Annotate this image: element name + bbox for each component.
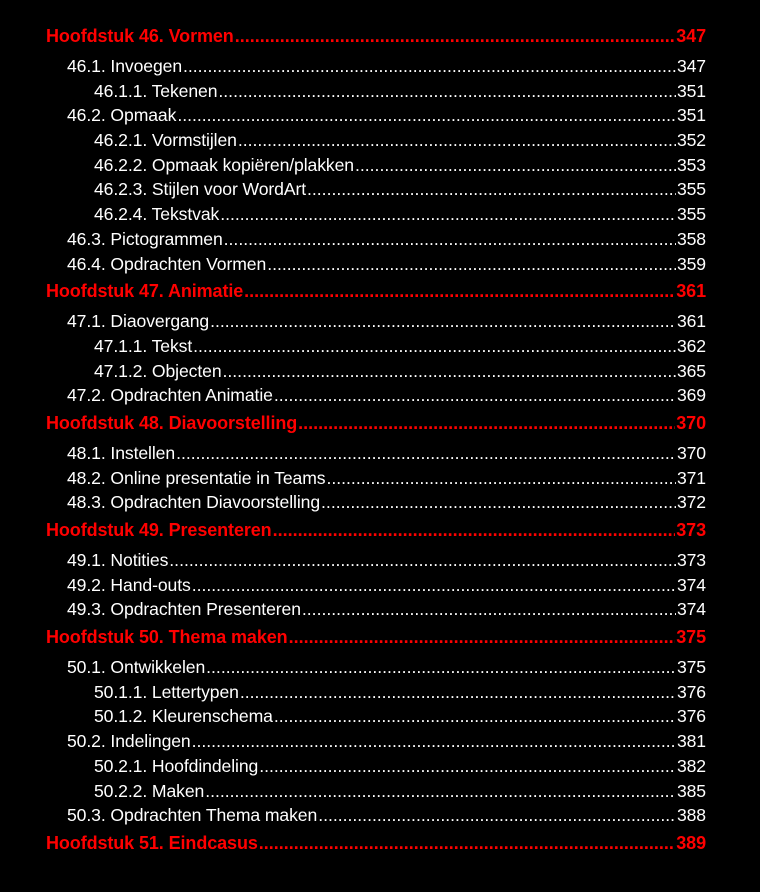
dot-leader (224, 229, 676, 250)
dot-leader (298, 413, 675, 434)
toc-page-number: 371 (676, 467, 706, 488)
dot-leader (193, 336, 676, 357)
toc-entry-label: 46.1. Invoegen (67, 56, 183, 76)
toc-chapter-entry[interactable] (46, 520, 706, 550)
toc-entry-label: 49.2. Hand-outs (67, 574, 191, 595)
toc-section-entry[interactable] (46, 56, 706, 81)
dot-leader (169, 550, 676, 571)
toc-entry-label: 48.2. Online presentatie in Teams (67, 467, 326, 488)
dot-leader (326, 468, 675, 489)
toc-entry-label: Hoofdstuk 49. Presenteren (46, 520, 272, 540)
toc-page-number: 347 (676, 56, 706, 76)
dot-leader (321, 492, 676, 513)
toc-entry-label: 48.1. Instellen (67, 442, 176, 463)
toc-section-entry[interactable] (46, 254, 706, 279)
dot-leader (205, 781, 676, 802)
toc-entry-label: 47.1.1. Tekst (94, 335, 193, 356)
dot-leader (177, 105, 676, 126)
dot-leader (273, 520, 676, 541)
toc-section-entry[interactable] (46, 550, 706, 575)
toc-entry-label: 50.3. Opdrachten Thema maken (67, 805, 318, 826)
toc-section-entry[interactable] (46, 311, 706, 336)
toc-page-number: 374 (676, 574, 706, 595)
toc-section-entry[interactable] (46, 657, 706, 682)
toc-section-entry[interactable] (46, 81, 706, 106)
toc-entry-label: 50.2.2. Maken (94, 780, 205, 801)
toc-page-number: 373 (676, 550, 706, 570)
toc-page-number: 353 (676, 154, 706, 175)
toc-page-number: 372 (676, 492, 706, 513)
toc-page-number: 361 (676, 311, 706, 332)
toc-section-entry[interactable] (46, 179, 706, 204)
dot-leader (289, 627, 676, 648)
dot-leader (235, 26, 676, 47)
dot-leader (192, 575, 676, 596)
toc-page-number: 352 (676, 130, 706, 151)
dot-leader (307, 179, 676, 200)
toc-page-number: 361 (676, 281, 706, 302)
toc-section-entry[interactable] (46, 336, 706, 361)
toc-page-number: 382 (676, 755, 706, 776)
dot-leader (238, 130, 676, 151)
toc-section-entry[interactable] (46, 105, 706, 130)
toc-page-number: 351 (676, 80, 706, 101)
toc-entry-label: Hoofdstuk 47. Animatie (46, 281, 244, 302)
toc-section-entry[interactable] (46, 229, 706, 254)
dot-leader (259, 833, 676, 854)
toc-section-entry[interactable] (46, 492, 706, 517)
toc-page-number: 358 (676, 228, 706, 249)
toc-section-entry[interactable] (46, 468, 706, 493)
toc-page-number: 376 (676, 706, 706, 727)
toc-entry-label: 46.2.1. Vormstijlen (94, 130, 237, 151)
dot-leader (176, 443, 676, 464)
toc-section-entry[interactable] (46, 361, 706, 386)
toc-section-entry[interactable] (46, 155, 706, 180)
toc-page-number: 389 (676, 832, 706, 853)
toc-entry-label: 46.3. Pictogrammen (67, 228, 223, 249)
toc-page-number: 388 (676, 805, 706, 826)
toc-chapter-entry[interactable] (46, 627, 706, 657)
dot-leader (355, 155, 676, 176)
toc-page-number: 381 (676, 731, 706, 752)
toc-entry-label: 50.2.1. Hoofdindeling (94, 755, 259, 776)
toc-page-number: 373 (676, 520, 706, 540)
table-of-contents (46, 26, 706, 863)
dot-leader (259, 756, 676, 777)
toc-section-entry[interactable] (46, 385, 706, 410)
dot-leader (267, 254, 676, 275)
toc-section-entry[interactable] (46, 575, 706, 600)
toc-page-number: 370 (676, 412, 706, 433)
toc-entry-label: Hoofdstuk 50. Thema maken (46, 627, 288, 648)
dot-leader (244, 281, 675, 302)
toc-page-number: 351 (676, 105, 706, 126)
toc-page-number: 376 (676, 681, 706, 702)
toc-page-number: 365 (676, 360, 706, 381)
toc-section-entry[interactable] (46, 756, 706, 781)
toc-entry-label: 47.1.2. Objecten (94, 360, 222, 381)
dot-leader (206, 657, 676, 678)
toc-chapter-entry[interactable] (46, 413, 706, 443)
toc-page-number: 385 (676, 780, 706, 801)
toc-page-number: 374 (676, 599, 706, 620)
dot-leader (274, 385, 676, 406)
dot-leader (192, 731, 676, 752)
toc-entry-label: 46.2.2. Opmaak kopiëren/plakken (94, 154, 354, 175)
toc-entry-label: 46.4. Opdrachten Vormen (67, 253, 267, 274)
toc-entry-label: Hoofdstuk 46. Vormen (46, 26, 234, 46)
dot-leader (223, 361, 676, 382)
toc-section-entry[interactable] (46, 781, 706, 806)
toc-entry-label: 49.1. Notities (67, 550, 169, 570)
toc-entry-label: 46.2. Opmaak (67, 105, 177, 126)
toc-section-entry[interactable] (46, 682, 706, 707)
toc-section-entry[interactable] (46, 731, 706, 756)
dot-leader (218, 81, 676, 102)
toc-entry-label: 50.1. Ontwikkelen (67, 657, 206, 678)
toc-entry-label: Hoofdstuk 51. Eindcasus (46, 832, 258, 853)
toc-entry-label: 50.2. Indelingen (67, 731, 191, 752)
toc-page-number: 359 (676, 253, 706, 274)
toc-page-number: 355 (676, 204, 706, 225)
dot-leader (240, 682, 676, 703)
toc-page-number: 375 (676, 627, 706, 648)
toc-section-entry[interactable] (46, 204, 706, 229)
toc-entry-label: Hoofdstuk 48. Diavoorstelling (46, 412, 298, 433)
toc-entry-label: 46.1.1. Tekenen (94, 80, 218, 101)
dot-leader (302, 599, 676, 620)
toc-entry-label: 48.3. Opdrachten Diavoorstelling (67, 492, 321, 513)
toc-page-number: 375 (676, 657, 706, 678)
dot-leader (210, 311, 676, 332)
toc-entry-label: 47.2. Opdrachten Animatie (67, 385, 273, 406)
toc-entry-label: 47.1. Diaovergang (67, 311, 210, 332)
dot-leader (220, 204, 676, 225)
toc-section-entry[interactable] (46, 443, 706, 468)
toc-page-number: 355 (676, 179, 706, 200)
toc-page-number: 347 (676, 26, 706, 46)
toc-chapter-entry[interactable] (46, 833, 706, 863)
toc-entry-label: 49.3. Opdrachten Presenteren (67, 599, 301, 620)
toc-chapter-entry[interactable] (46, 26, 706, 56)
toc-page-number: 369 (676, 385, 706, 406)
toc-page-number: 370 (676, 442, 706, 463)
toc-page-number: 362 (676, 335, 706, 356)
dot-leader (183, 56, 676, 77)
toc-section-entry[interactable] (46, 706, 706, 731)
toc-section-entry[interactable] (46, 805, 706, 830)
toc-section-entry[interactable] (46, 599, 706, 624)
dot-leader (274, 706, 676, 727)
toc-entry-label: 46.2.3. Stijlen voor WordArt (94, 179, 307, 200)
toc-chapter-entry[interactable] (46, 281, 706, 311)
toc-entry-label: 50.1.1. Lettertypen (94, 681, 239, 702)
toc-entry-label: 46.2.4. Tekstvak (94, 204, 220, 225)
toc-entry-label: 50.1.2. Kleurenschema (94, 706, 273, 727)
toc-section-entry[interactable] (46, 130, 706, 155)
dot-leader (318, 805, 676, 826)
